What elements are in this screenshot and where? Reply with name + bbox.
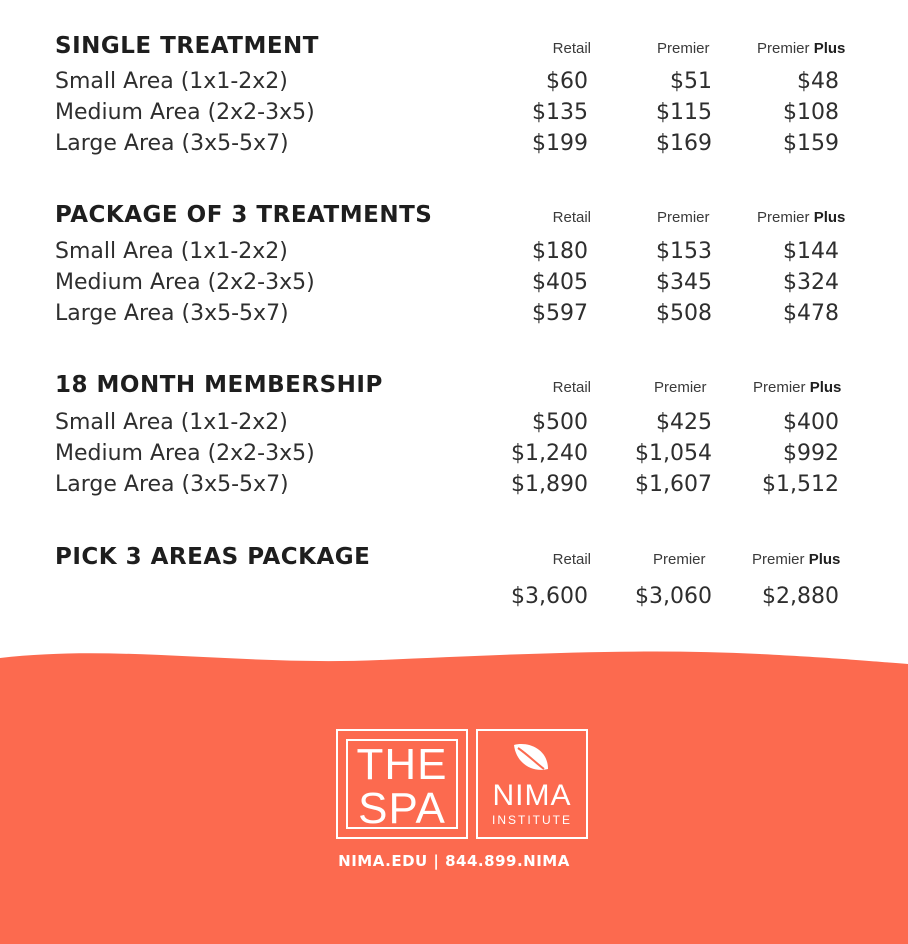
price-row	[0, 472, 908, 504]
price-premier-plus: $2,880	[762, 584, 839, 609]
price-premier: $1,607	[635, 472, 712, 497]
price-retail: $1,240	[511, 441, 588, 466]
price-row	[0, 270, 908, 302]
column-header-retail: Retail	[552, 209, 591, 226]
spa-logo	[336, 729, 588, 839]
logo-nima-box	[476, 729, 588, 839]
logo-the-text: THE	[356, 740, 448, 789]
row-label: Medium Area (2x2-3x5)	[55, 100, 315, 125]
section-title: SINGLE TREATMENT	[55, 33, 319, 59]
price-row	[0, 69, 908, 101]
price-premier: $153	[656, 239, 712, 264]
column-header-premier: Premier	[653, 551, 706, 568]
column-header-premier-plus: Premier Plus	[752, 551, 841, 568]
price-row	[0, 301, 908, 333]
column-header-retail: Retail	[552, 40, 591, 57]
price-premier-plus: $159	[783, 131, 839, 156]
price-retail: $3,600	[511, 584, 588, 609]
leaf-icon	[508, 739, 556, 779]
logo-the-spa-box	[336, 729, 468, 839]
column-header-premier-plus: Premier Plus	[757, 40, 846, 57]
section-title: 18 MONTH MEMBERSHIP	[55, 372, 383, 398]
column-header-premier: Premier	[654, 379, 707, 396]
price-retail: $500	[532, 410, 588, 435]
row-label: Small Area (1x1-2x2)	[55, 410, 288, 435]
row-label: Medium Area (2x2-3x5)	[55, 441, 315, 466]
price-retail: $1,890	[511, 472, 588, 497]
price-premier-plus: $1,512	[762, 472, 839, 497]
row-label: Medium Area (2x2-3x5)	[55, 270, 315, 295]
price-row	[0, 441, 908, 473]
footer	[0, 640, 908, 944]
column-header-premier-plus: Premier Plus	[753, 379, 842, 396]
price-retail: $199	[532, 131, 588, 156]
price-retail: $180	[532, 239, 588, 264]
section-title: PACKAGE OF 3 TREATMENTS	[55, 202, 433, 228]
price-retail: $597	[532, 301, 588, 326]
row-label: Large Area (3x5-5x7)	[55, 472, 289, 497]
price-premier: $425	[656, 410, 712, 435]
column-header-retail: Retail	[552, 379, 591, 396]
price-row	[0, 100, 908, 132]
price-retail: $60	[546, 69, 588, 94]
price-row	[0, 410, 908, 442]
column-header-retail: Retail	[552, 551, 591, 568]
contact-line: NIMA.EDU | 844.899.NIMA	[338, 852, 570, 870]
price-premier-plus: $478	[783, 301, 839, 326]
price-row	[0, 239, 908, 271]
price-premier: $169	[656, 131, 712, 156]
logo-nima-text: NIMA	[492, 779, 572, 812]
price-premier-plus: $108	[783, 100, 839, 125]
row-label: Large Area (3x5-5x7)	[55, 131, 289, 156]
price-premier-plus: $992	[783, 441, 839, 466]
price-premier: $508	[656, 301, 712, 326]
logo-spa-text: SPA	[358, 784, 446, 833]
column-header-premier: Premier	[657, 209, 710, 226]
price-premier: $115	[656, 100, 712, 125]
row-label: Small Area (1x1-2x2)	[55, 69, 288, 94]
price-retail: $405	[532, 270, 588, 295]
logo-institute-text: INSTITUTE	[492, 813, 572, 827]
price-premier: $1,054	[635, 441, 712, 466]
column-header-premier-plus: Premier Plus	[757, 209, 846, 226]
row-label: Large Area (3x5-5x7)	[55, 301, 289, 326]
section-title: PICK 3 AREAS PACKAGE	[55, 544, 371, 570]
row-label: Small Area (1x1-2x2)	[55, 239, 288, 264]
price-premier: $3,060	[635, 584, 712, 609]
price-premier-plus: $144	[783, 239, 839, 264]
price-premier-plus: $400	[783, 410, 839, 435]
price-premier: $345	[656, 270, 712, 295]
price-retail: $135	[532, 100, 588, 125]
price-premier-plus: $324	[783, 270, 839, 295]
column-header-premier: Premier	[657, 40, 710, 57]
price-row	[0, 584, 908, 616]
price-premier: $51	[670, 69, 712, 94]
price-premier-plus: $48	[797, 69, 839, 94]
price-row	[0, 131, 908, 163]
